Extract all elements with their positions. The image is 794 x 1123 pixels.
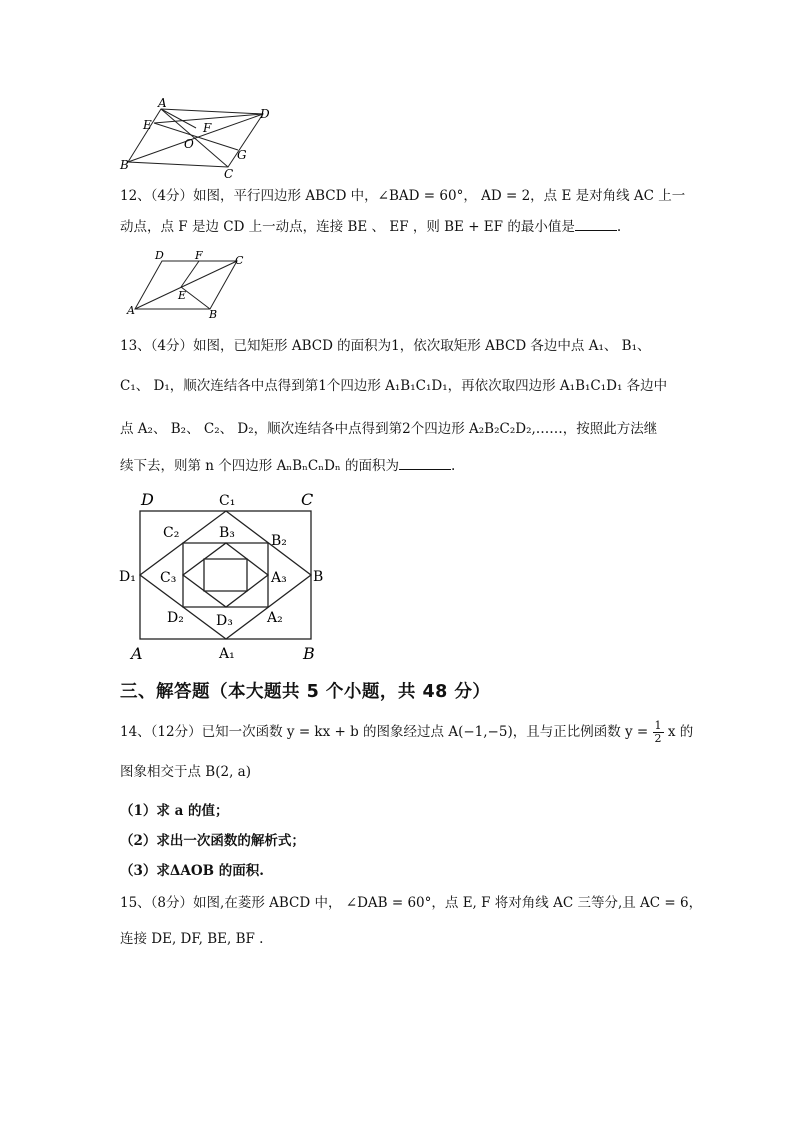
q12-text-2: 动点，点 F 是边 CD 上一动点，连接 BE 、 EF ，则 BE + EF 的最小值是 <box>120 219 575 235</box>
q12-line-1 <box>120 186 685 206</box>
q14-number: 14、（12分） <box>120 724 202 740</box>
q14-text-1: 已知一次函数 y = kx + b 的图象经过点 A(−1,−5)，且与正比例函数 y = <box>201 724 649 740</box>
section-three-heading: 三、解答题（本大题共 5 个小题，共 48 分） <box>120 682 491 702</box>
q13-label-a2: A₂ <box>267 610 283 626</box>
q13-text-4: 续下去，则第 n 个四边形 AₙBₙCₙDₙ 的面积为 <box>120 458 400 474</box>
q12-label-c: C <box>235 254 244 267</box>
q14-sub-3: （3）求ΔAOB 的面积. <box>120 863 264 879</box>
q14-line-1 <box>120 720 693 745</box>
q13-text-4-end: . <box>451 458 456 474</box>
q13-label-d3: D₃ <box>216 613 233 629</box>
q12-label-e: E <box>178 289 187 302</box>
q14-text-1-end: x 的 <box>667 724 694 740</box>
q14-text-2: 图象相交于点 B(2, a) <box>120 764 251 780</box>
q13-label-b2: B₂ <box>271 533 287 549</box>
q13-label-d: D <box>141 490 154 509</box>
q13-text-3: 点 A₂、 B₂、 C₂、 D₂，顺次连结各中点得到第2个四边形 A₂B₂C₂D₂,……，按照此方法继 <box>120 421 658 437</box>
q14-sub-1: （1）求 a 的值； <box>120 803 229 819</box>
q12-figure <box>125 248 255 320</box>
q11-label-f: F <box>203 121 212 135</box>
q11-label-b: B <box>120 158 129 172</box>
q12-number: 12、（4分） <box>120 188 194 204</box>
q14-sub-2: （2）求出一次函数的解析式； <box>120 833 305 849</box>
q13-label-c3: C₃ <box>160 570 177 586</box>
q13-label-b: B <box>303 644 315 663</box>
q13-label-c2: C₂ <box>163 525 180 541</box>
q13-label-b3: B₃ <box>219 525 235 541</box>
q11-label-o: O <box>184 137 194 151</box>
q12-answer-blank[interactable] <box>575 216 617 231</box>
q14-fraction-numerator: 1 <box>654 719 662 732</box>
q14-fraction <box>653 720 664 745</box>
q11-figure <box>118 95 283 180</box>
q12-label-a: A <box>127 304 135 317</box>
q14-line-2 <box>120 762 251 782</box>
q12-text-1: 如图，平行四边形 ABCD 中，∠BAD = 60°， AD = 2，点 E 是对角线 AC 上一 <box>193 188 686 204</box>
q13-label-b1: B <box>313 569 324 585</box>
q13-label-a3: A₃ <box>271 570 287 586</box>
q12-line-2 <box>120 216 621 237</box>
q13-label-a: A <box>131 644 143 663</box>
q12-label-d: D <box>155 249 164 262</box>
q15-line-2: 连接 DE, DF, BE, BF . <box>120 931 264 947</box>
q13-figure <box>115 487 330 667</box>
q13-line-1 <box>120 336 651 356</box>
q15-text-1: 如图,在菱形 ABCD 中， ∠DAB = 60°，点 E, F 将对角线 AC 三等分,且 AC = 6， <box>193 895 703 911</box>
q11-label-a: A <box>158 96 167 110</box>
q12-text-2-end: . <box>616 219 622 235</box>
q12-label-b: B <box>209 308 218 320</box>
q13-line-3 <box>120 419 657 439</box>
q11-label-c: C <box>224 167 234 180</box>
q12-label-f: F <box>195 249 203 262</box>
q13-label-c: C <box>301 490 314 509</box>
q11-label-g: G <box>237 148 247 162</box>
q13-line-2 <box>120 376 667 396</box>
q13-label-c1: C₁ <box>219 493 236 509</box>
q13-label-a1: A₁ <box>219 646 235 662</box>
q15-number: 15、（8分） <box>120 895 194 911</box>
q13-line-4 <box>120 455 455 476</box>
q15-line-1 <box>120 893 702 913</box>
q11-label-d: D <box>260 107 270 121</box>
q13-number: 13、（4分） <box>120 338 194 354</box>
q13-label-d1: D₁ <box>119 569 136 585</box>
q14-fraction-denominator: 2 <box>654 732 662 745</box>
q13-answer-blank[interactable] <box>399 455 451 470</box>
q13-text-2: C₁、 D₁，顺次连结各中点得到第1个四边形 A₁B₁C₁D₁，再依次取四边形 A₁B₁C₁D₁ 各边中 <box>120 378 668 394</box>
q13-label-d2: D₂ <box>167 610 184 626</box>
q11-label-e: E <box>143 118 152 132</box>
q13-text-1: 如图，已知矩形 ABCD 的面积为1，依次取矩形 ABCD 各边中点 A₁、 B₁、 <box>193 338 651 354</box>
